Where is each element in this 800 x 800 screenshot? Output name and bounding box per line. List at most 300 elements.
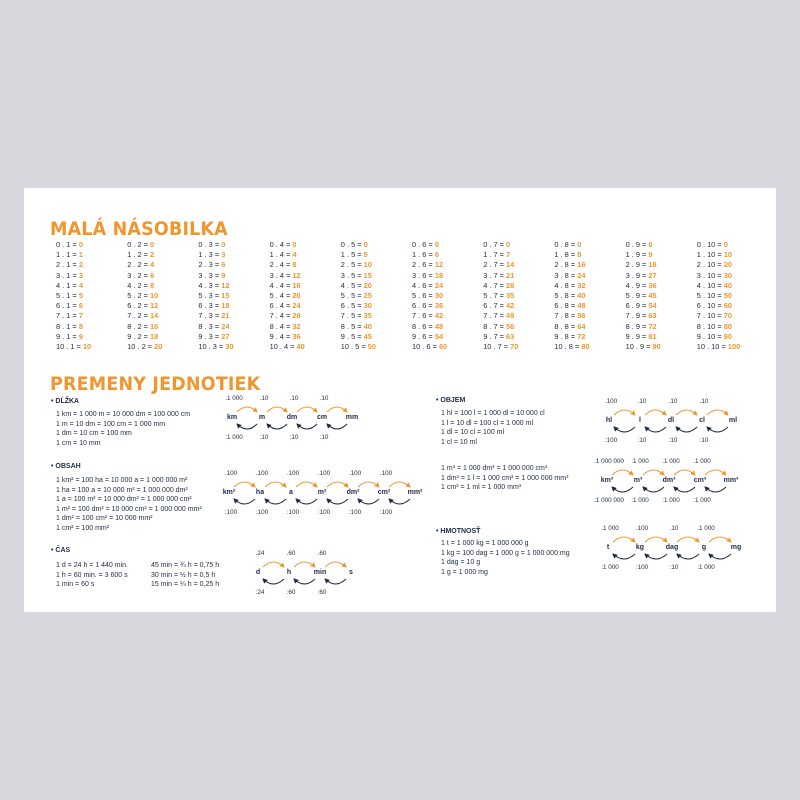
multiplication-row (697, 311, 740, 321)
multiplication-result: 18 (150, 331, 159, 341)
multiplication-result: 32 (292, 321, 301, 331)
unit-label: cl (699, 417, 705, 424)
multiply-arrow (643, 470, 664, 475)
length-equations (56, 410, 190, 448)
multiplication-row (56, 332, 91, 342)
divide-arrow (613, 554, 635, 559)
volume-line: 1 dl = 10 cl = 100 ml (441, 429, 505, 437)
multiplication-row (341, 301, 376, 311)
unit-label: km (226, 414, 238, 421)
unit-label: mm² (407, 489, 423, 496)
multiplication-expression: 6 . 8 = (554, 301, 576, 311)
multiplication-expression: 9 . 7 = (483, 331, 504, 341)
divide-arrow (612, 487, 633, 492)
multiplication-row (127, 240, 162, 250)
multiplication-expression: 9 . 6 = (412, 331, 433, 341)
area-line: 1 a = 100 m² = 10 000 dm² = 1 000 000 cm² (56, 496, 192, 504)
volume-line: 1 l = 10 dl = 100 cl = 1 000 ml (441, 419, 534, 427)
multiply-arrow (645, 537, 667, 542)
multiplication-result: 54 (648, 301, 657, 311)
divide-factor: :10 (669, 564, 679, 571)
divide-factor: :10 (699, 437, 709, 444)
multiplication-result: 21 (506, 270, 515, 280)
multiply-arrow (645, 410, 666, 415)
unit-label: kg (635, 544, 645, 551)
multiplication-row (56, 291, 91, 301)
multiply-arrow (267, 407, 287, 412)
multiplication-result: 80 (581, 342, 590, 352)
multiplication-row (626, 271, 661, 281)
multiplication-result: 4 (292, 250, 297, 260)
multiplication-column (127, 240, 162, 352)
divide-factor: :100 (224, 509, 238, 516)
multiplication-expression: 5 . 7 = (483, 291, 504, 301)
multiplication-row (554, 260, 589, 270)
multiplication-row (412, 240, 447, 250)
length-heading: • DĹŽKA (51, 398, 80, 405)
multiplication-column (554, 240, 589, 352)
conversion-arrows (609, 404, 764, 440)
multiplication-expression: 6 . 6 = (412, 301, 433, 311)
multiplication-result: 40 (723, 280, 732, 290)
multiplication-expression: 10 . 4 = (269, 342, 295, 352)
multiplication-row (412, 342, 447, 352)
multiply-arrow (709, 537, 731, 542)
multiplication-expression: 5 . 4 = (269, 291, 291, 301)
area-line: 1 cm² = 100 mm² (56, 524, 110, 532)
multiplication-expression: 4 . 2 = (127, 280, 148, 290)
multiplication-result: 16 (577, 260, 586, 270)
multiplication-expression: 8 . 5 = (340, 321, 362, 331)
divide-factor: :1 000 (631, 497, 649, 504)
multiplication-expression: 0 . 9 = (625, 240, 647, 249)
multiplication-result: 1 (78, 250, 83, 260)
multiplication-result: 8 (292, 260, 297, 270)
divide-arrow (358, 499, 379, 504)
multiply-factor: .1 000 (225, 395, 243, 402)
multiplication-expression: 4 . 3 = (198, 280, 220, 290)
divide-arrow (709, 554, 731, 559)
multiplication-result: 0 (292, 240, 297, 249)
multiplication-row (341, 271, 376, 281)
multiplication-result: 24 (434, 280, 444, 290)
divide-factor: :60 (317, 589, 327, 596)
multiplication-expression: 10 . 1 = (56, 342, 81, 352)
multiplication-row (697, 250, 740, 260)
multiplication-result: 20 (363, 280, 372, 290)
unit-label: ha (255, 489, 265, 496)
multiplication-result: 48 (577, 301, 586, 311)
time-heading: • ČAS (51, 547, 71, 554)
cubic-volume-equations (441, 464, 568, 493)
divide-arrow (327, 499, 348, 504)
multiplication-row (626, 311, 661, 321)
divide-arrow (389, 499, 410, 504)
unit-label: l (639, 417, 641, 424)
multiplication-result: 0 (150, 240, 155, 249)
multiply-arrow (265, 482, 286, 487)
area-line: 1 m² = 100 dm² = 10 000 cm² = 1 000 000 mm² (56, 505, 202, 513)
multiplication-result: 63 (648, 311, 657, 321)
multiplication-expression: 4 . 4 = (269, 280, 291, 290)
multiply-factor: .1 000 (662, 458, 680, 465)
multiplication-result: 18 (648, 260, 657, 270)
mass-equations (441, 539, 570, 577)
multiplication-row (412, 281, 447, 291)
multiplication-result: 15 (221, 291, 230, 301)
multiplication-expression: 10 . 5 = (340, 342, 366, 352)
multiplication-row (341, 342, 376, 352)
multiplication-row (270, 281, 305, 291)
multiplication-expression: 2 . 6 = (412, 260, 433, 270)
conversion-arrows (608, 531, 768, 567)
multiplication-expression: 3 . 4 = (269, 270, 291, 280)
multiplication-result: 27 (648, 270, 657, 280)
mass-heading: • HMOTNOSŤ (436, 528, 481, 535)
multiplication-row (270, 332, 305, 342)
multiplication-result: 24 (292, 301, 301, 311)
multiplication-row (270, 260, 305, 270)
unit-label: hl (605, 417, 613, 424)
multiplication-row (483, 240, 518, 250)
multiplication-row (341, 332, 376, 342)
multiplication-row (412, 271, 447, 281)
multiplication-expression: 1 . 9 = (625, 250, 647, 260)
multiplication-result: 10 (150, 291, 159, 301)
multiplication-expression: 2 . 8 = (554, 260, 576, 270)
multiplication-result: 28 (506, 280, 515, 290)
multiply-factor: .10 (669, 525, 679, 532)
conversion-sheet (24, 188, 776, 612)
multiplication-expression: 8 . 3 = (198, 321, 220, 331)
multiplication-expression: 6 . 1 = (56, 301, 77, 311)
multiplication-expression: 3 . 6 = (412, 270, 433, 280)
divide-factor: :1 000 (225, 434, 243, 441)
multiplication-expression: 2 . 5 = (340, 260, 362, 270)
multiplication-row (483, 271, 518, 281)
multiplication-row (483, 322, 518, 332)
multiplication-result: 6 (434, 250, 439, 260)
multiplication-result: 9 (221, 270, 226, 280)
multiplication-row (483, 250, 518, 260)
multiplication-row (412, 250, 447, 260)
divide-arrow (325, 579, 346, 584)
multiplication-result: 36 (292, 331, 301, 341)
multiplication-row (697, 240, 740, 250)
multiplication-result: 4 (150, 260, 155, 270)
multiplication-result: 0 (723, 240, 728, 249)
multiplication-expression: 0 . 10 = (696, 240, 722, 249)
multiplication-expression: 10 . 7 = (483, 342, 509, 352)
multiplication-row (198, 301, 233, 311)
multiply-factor: .10 (259, 395, 269, 402)
length-line: 1 cm = 10 mm (56, 439, 101, 447)
multiplication-expression: 7 . 6 = (412, 311, 433, 321)
multiply-arrow (237, 407, 257, 412)
multiplication-result: 100 (727, 342, 741, 352)
multiplication-expression: 5 . 10 = (696, 291, 722, 301)
multiplication-expression: 10 . 2 = (127, 342, 153, 352)
multiplication-result: 27 (221, 331, 230, 341)
volume-line: 1 dm³ = 1 l = 1 000 cm³ = 1 000 000 mm³ (441, 474, 569, 482)
multiplication-result: 70 (510, 342, 519, 352)
multiplication-expression: 1 . 1 = (56, 250, 77, 260)
time-line: 1 h = 60 min. = 3 600 s (56, 571, 128, 579)
multiplication-result: 40 (296, 342, 305, 352)
multiply-factor: .100 (379, 470, 393, 477)
multiplication-row (127, 332, 162, 342)
multiplication-expression: 5 . 2 = (127, 291, 148, 301)
multiplication-expression: 3 . 5 = (340, 270, 362, 280)
divide-arrow (263, 579, 284, 584)
unit-label: s (349, 569, 353, 576)
multiplication-result: 90 (652, 342, 661, 352)
multiplication-result: 3 (78, 270, 83, 280)
multiply-arrow (327, 482, 348, 487)
multiplication-result: 30 (723, 270, 732, 280)
multiplication-result: 49 (506, 311, 515, 321)
multiplication-expression: 0 . 1 = (56, 240, 77, 249)
mass-line: 1 kg = 100 dag = 1 000 g = 1 000 000 mg (441, 549, 570, 557)
divide-factor: :100 (255, 509, 269, 516)
multiply-factor: .1 000 000 (594, 458, 624, 465)
multiplication-expression: 8 . 10 = (696, 321, 722, 331)
multiplication-result: 21 (221, 311, 230, 321)
area-line: 1 km² = 100 ha = 10 000 a = 1 000 000 m² (56, 477, 188, 484)
multiplication-result: 12 (434, 260, 444, 270)
multiplication-expression: 8 . 1 = (56, 321, 77, 331)
multiplication-result: 36 (648, 280, 657, 290)
multiplication-expression: 0 . 2 = (127, 240, 148, 249)
divide-factor: :10 (668, 437, 678, 444)
multiply-factor: .10 (699, 398, 709, 405)
multiplication-expression: 6 . 7 = (483, 301, 504, 311)
multiplication-row (341, 291, 376, 301)
divide-factor: :100 (379, 509, 393, 516)
unit-label: dm³ (662, 477, 676, 484)
multiplication-expression: 8 . 9 = (625, 321, 647, 331)
divide-arrow (645, 427, 666, 432)
divide-arrow (265, 499, 286, 504)
multiplication-result: 56 (506, 321, 515, 331)
multiplication-result: 30 (434, 291, 444, 301)
multiplication-row (341, 260, 376, 270)
multiplication-result: 7 (506, 250, 511, 260)
multiplication-expression: 10 . 6 = (412, 342, 437, 352)
multiplication-row (56, 240, 91, 250)
multiplication-row (483, 260, 518, 270)
unit-label: min (313, 569, 327, 576)
area-equations (56, 476, 202, 534)
multiplication-row (127, 311, 162, 321)
unit-label: m (258, 414, 266, 421)
multiplication-expression: 3 . 8 = (554, 270, 576, 280)
multiply-factor: .10 (289, 395, 299, 402)
unit-label: dm (286, 414, 298, 421)
multiplication-expression: 7 . 3 = (198, 311, 220, 321)
multiplication-result: 0 (434, 240, 439, 249)
multiplication-row (198, 260, 233, 270)
time-line: 1 min = 60 s (56, 581, 95, 589)
unit-label: mg (730, 544, 742, 551)
multiplication-expression: 5 . 8 = (554, 291, 576, 301)
multiplication-expression: 3 . 9 = (625, 270, 647, 280)
area-line: 1 dm² = 100 cm² = 10 000 mm² (56, 515, 153, 523)
multiplication-expression: 10 . 9 = (625, 342, 651, 352)
multiplication-expression: 8 . 8 = (554, 321, 576, 331)
divide-factor: :1 000 (601, 564, 619, 571)
multiplication-expression: 2 . 9 = (625, 260, 647, 270)
multiplication-row (198, 271, 233, 281)
multiplication-expression: 5 . 9 = (625, 291, 647, 301)
multiplication-row (554, 342, 589, 352)
multiplication-result: 32 (577, 280, 586, 290)
multiplication-result: 15 (363, 270, 372, 280)
multiplication-row (127, 322, 162, 332)
multiplication-row (554, 250, 589, 260)
multiplication-column (341, 240, 376, 352)
multiplication-result: 18 (221, 301, 230, 311)
divide-arrow (296, 499, 317, 504)
multiplication-result: 20 (292, 291, 301, 301)
multiplication-row (483, 332, 518, 342)
multiplication-expression: 7 . 5 = (340, 311, 362, 321)
multiplication-row (626, 322, 661, 332)
multiplication-row (412, 301, 447, 311)
multiplication-expression: 1 . 10 = (696, 250, 722, 260)
multiplication-expression: 10 . 3 = (198, 342, 224, 352)
multiplication-result: 0 (363, 240, 368, 249)
multiplication-row (127, 250, 162, 260)
multiplication-row (626, 281, 661, 291)
multiplication-row (56, 281, 91, 291)
multiply-arrow (677, 537, 699, 542)
multiplication-result: 0 (506, 240, 511, 249)
multiplication-result: 14 (150, 311, 159, 321)
multiplication-row (626, 332, 661, 342)
multiplication-expression: 5 . 1 = (56, 291, 77, 301)
multiplication-expression: 8 . 2 = (127, 321, 148, 331)
multiplication-row (626, 291, 661, 301)
multiplication-expression: 5 . 5 = (340, 291, 362, 301)
multiplication-expression: 7 . 2 = (127, 311, 148, 321)
divide-arrow (674, 487, 695, 492)
multiplication-column (412, 240, 447, 352)
time-equations (56, 561, 128, 590)
multiplication-expression: 2 . 1 = (56, 260, 77, 270)
multiplication-result: 28 (292, 311, 301, 321)
multiplication-expression: 2 . 10 = (696, 260, 722, 270)
multiplication-expression: 9 . 3 = (198, 331, 220, 341)
multiplication-row (554, 271, 589, 281)
multiplication-row (554, 281, 589, 291)
multiply-arrow (297, 407, 317, 412)
multiplication-row (198, 250, 233, 260)
divide-factor: :10 (259, 434, 269, 441)
multiplication-result: 0 (648, 240, 653, 249)
multiplication-row (56, 301, 91, 311)
multiplication-row (626, 301, 661, 311)
multiplication-row (697, 260, 740, 270)
multiplication-result: 24 (577, 270, 586, 280)
multiplication-result: 16 (150, 321, 159, 331)
conversion-arrows (232, 401, 382, 437)
multiplication-result: 2 (78, 260, 83, 270)
multiply-factor: .1 000 (631, 458, 649, 465)
multiplication-row (697, 271, 740, 281)
multiplication-result: 63 (506, 331, 515, 341)
mass-line: 1 g = 1 000 mg (441, 568, 488, 576)
multiply-arrow (263, 562, 284, 567)
multiplication-result: 36 (434, 301, 444, 311)
multiplication-result: 42 (434, 311, 444, 321)
time-line: 45 min = ¾ h = 0,75 h (151, 562, 220, 569)
multiplication-expression: 1 . 5 = (340, 250, 362, 260)
multiplication-result: 40 (577, 291, 586, 301)
unit-label: a (289, 489, 293, 496)
multiplication-result: 90 (723, 331, 732, 341)
divide-factor: :10 (319, 434, 329, 441)
multiply-arrow (294, 562, 315, 567)
multiplication-row (198, 322, 233, 332)
multiplication-result: 70 (723, 311, 732, 321)
multiplication-row (697, 322, 740, 332)
multiplication-row (127, 301, 162, 311)
unit-label: km² (222, 489, 236, 496)
multiply-arrow (676, 410, 697, 415)
multiplication-row (198, 311, 233, 321)
multiplication-result: 7 (78, 311, 83, 321)
multiplication-row (554, 311, 589, 321)
multiplication-expression: 6 . 3 = (198, 301, 220, 311)
multiplication-row (270, 342, 305, 352)
multiplication-result: 42 (506, 301, 515, 311)
multiplication-expression: 1 . 6 = (412, 250, 433, 260)
multiplication-expression: 4 . 5 = (340, 280, 362, 290)
unit-label: cm (316, 414, 328, 421)
multiply-arrow (674, 470, 695, 475)
divide-factor: :100 (635, 564, 649, 571)
multiplication-result: 45 (363, 331, 372, 341)
length-line: 1 m = 10 dm = 100 cm = 1 000 mm (56, 420, 166, 428)
unit-label: mm (345, 414, 359, 421)
multiply-factor: .100 (348, 470, 362, 477)
multiplication-result: 50 (367, 342, 376, 352)
multiplication-expression: 0 . 6 = (412, 240, 433, 249)
divide-factor: :10 (289, 434, 299, 441)
multiplication-expression: 9 . 10 = (696, 331, 722, 341)
multiply-factor: .60 (286, 550, 296, 557)
multiplication-expression: 0 . 8 = (554, 240, 576, 249)
multiply-arrow (325, 562, 346, 567)
multiplication-row (697, 281, 740, 291)
multiply-arrow (234, 482, 255, 487)
multiplication-expression: 8 . 4 = (269, 321, 291, 331)
multiplication-expression: 9 . 5 = (340, 331, 362, 341)
multiplication-row (270, 240, 305, 250)
multiplication-result: 45 (648, 291, 657, 301)
multiplication-row (127, 271, 162, 281)
multiplication-row (56, 250, 91, 260)
multiplication-expression: 1 . 2 = (127, 250, 148, 260)
multiplication-expression: 3 . 3 = (198, 270, 220, 280)
multiply-factor: .24 (255, 550, 265, 557)
multiplication-expression: 1 . 7 = (483, 250, 504, 260)
multiplication-row (56, 342, 91, 352)
multiplication-result: 0 (78, 240, 83, 249)
volume-line: 1 hl = 100 l = 1 000 dl = 10 000 cl (441, 410, 545, 417)
multiplication-row (341, 281, 376, 291)
